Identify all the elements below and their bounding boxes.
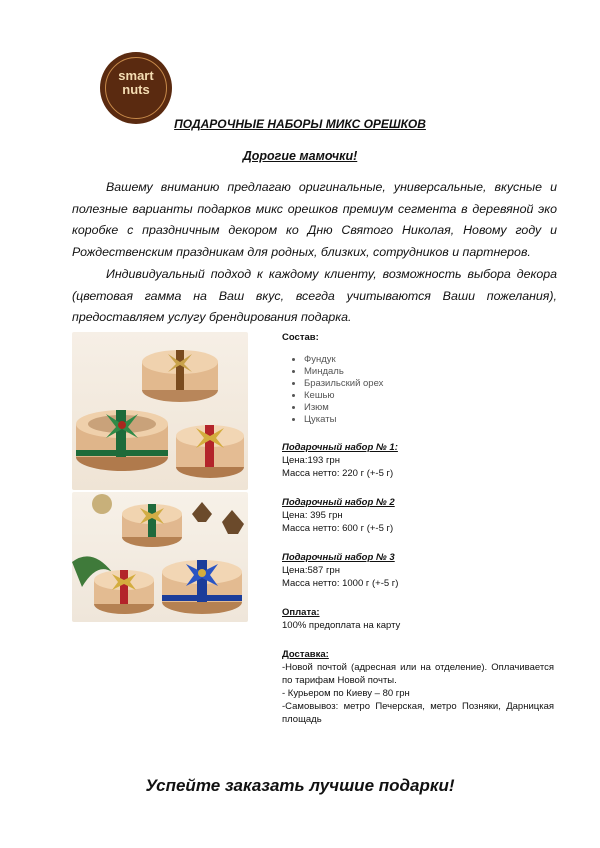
delivery-line: -Новой почтой (адресная или на отделение). Оплачивается по тарифам Новой почты. [282, 662, 554, 686]
set-2-mass: Масса нетто: 600 г (+-5 г) [282, 523, 394, 534]
greeting: Дорогие мамочки! [242, 149, 358, 163]
composition-item: • Фундук [304, 354, 554, 366]
set-1-mass: Масса нетто: 220 г (+-5 г) [282, 468, 394, 479]
logo-line-2: nuts [122, 82, 150, 97]
delivery-heading: Доставка: [282, 649, 329, 660]
delivery-line: - Курьером по Киеву – 80 грн [282, 688, 410, 699]
set-3-mass: Масса нетто: 1000 г (+-5 г) [282, 578, 399, 589]
service-paragraph: Индивидуальный подход к каждому клиенту, возможность выбора декора (цветовая гамма на Ваш вкус, всегда учитываются Ваши пожелания), предоставляем услугу брендирования подарка. [72, 267, 557, 324]
gift-boxes-illustration-2 [72, 492, 248, 622]
set-2 [282, 496, 554, 535]
gift-boxes-photo-2 [72, 492, 248, 622]
set-1-price: Цена:193 грн [282, 455, 340, 466]
set-3 [282, 551, 554, 590]
composition-item: • Изюм [304, 402, 554, 414]
set-1-title: Подарочный набор № 1: [282, 442, 398, 453]
composition-item: • Цукаты [304, 414, 554, 426]
gift-boxes-photo-1 [72, 332, 248, 490]
set-3-title: Подарочный набор № 3 [282, 552, 395, 563]
smart-nuts-logo [100, 52, 172, 124]
composition-item: • Бразильский орех [304, 378, 554, 390]
composition-list [282, 354, 554, 426]
payment-text: 100% предоплата на карту [282, 620, 401, 631]
set-2-title: Подарочный набор № 2 [282, 497, 395, 508]
delivery-line: -Самовывоз: метро Печерская, метро Позняки, Дарницкая площадь [282, 701, 554, 725]
composition-item: • Кешью [304, 390, 554, 402]
footer-slogan: Успейте заказать лучшие подарки! [145, 776, 455, 795]
composition-heading: Состав: [282, 332, 319, 343]
page-title: ПОДАРОЧНЫЕ НАБОРЫ МИКС ОРЕШКОВ [174, 117, 426, 131]
delivery-block [282, 648, 554, 726]
gift-boxes-illustration-1 [72, 332, 248, 490]
set-2-price: Цена: 395 грн [282, 510, 343, 521]
composition-item: • Миндаль [304, 366, 554, 378]
logo-line-1: smart [118, 68, 154, 83]
payment-block [282, 606, 554, 632]
intro-paragraph: Вашему вниманию предлагаю оригинальные, универсальные, вкусные и полезные варианты подарков микс орешков премиум сегмента в деревяной эко коробке с праздничным декором ко Дню Святого Николая, Новому году и Рождественским праздникам для родных, близких, сотрудников и партнеров. [72, 180, 557, 259]
payment-heading: Оплата: [282, 607, 320, 618]
set-3-price: Цена:587 грн [282, 565, 340, 576]
set-1 [282, 441, 554, 480]
product-details [282, 331, 554, 726]
